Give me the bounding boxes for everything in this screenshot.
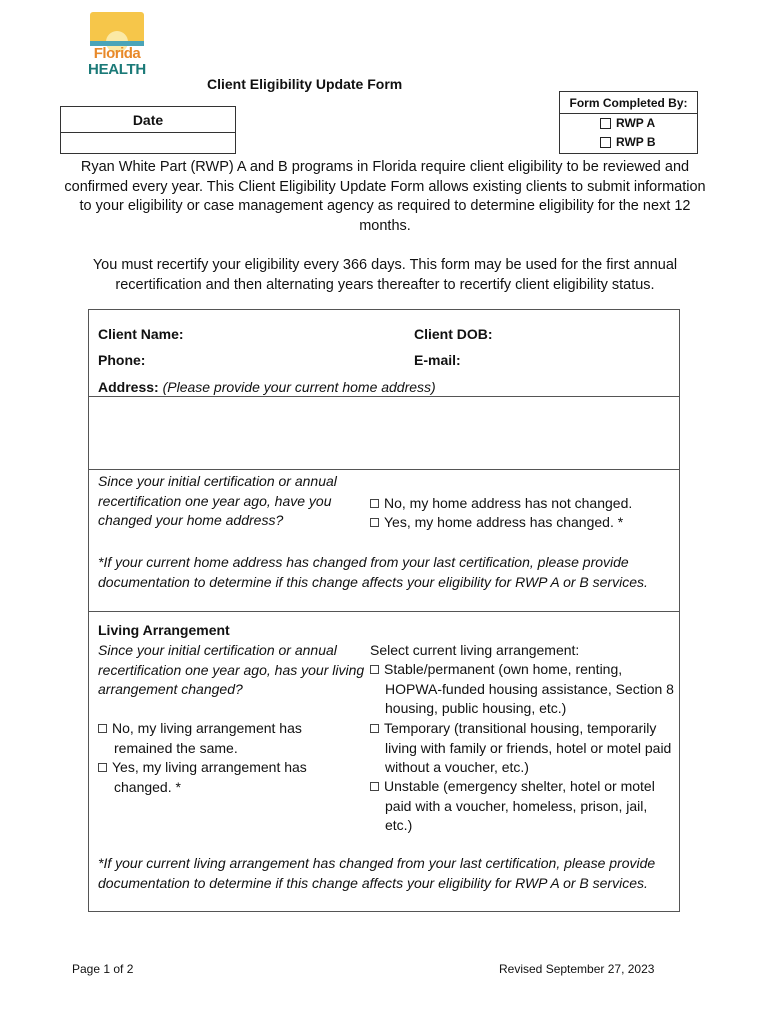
form-completed-by-label: Form Completed By: (560, 92, 697, 114)
living-yes-label: Yes, my living arrangement has changed. * (112, 759, 307, 795)
living-unstable-label: Unstable (emergency shelter, hotel or motel paid with a voucher, homeless, prison, jail, etc.) (384, 778, 655, 833)
client-name-label: Client Name: (98, 326, 184, 342)
logo-text-florida: Florida (93, 45, 141, 62)
address-no-option[interactable] (370, 494, 632, 514)
florida-health-logo (86, 12, 148, 80)
address-label: Address: (98, 379, 159, 395)
rwp-b-checkbox[interactable] (600, 137, 611, 148)
address-change-note: *If your current home address has changed from your last certification, please provide documentation to determine if this change affects your eligibility for RWP A or B services. (98, 554, 648, 590)
living-stable-option[interactable] (370, 660, 675, 719)
address-row (98, 378, 436, 398)
rwp-b-label: RWP B (616, 135, 656, 149)
divider (89, 469, 679, 470)
living-yes-option[interactable] (98, 758, 338, 797)
living-change-question: Since your initial certification or annual recertification one year ago, has your living arrangement changed? (98, 642, 365, 697)
rwp-b-option[interactable] (560, 133, 697, 152)
living-yes-checkbox[interactable] (98, 763, 107, 772)
address-change-question: Since your initial certification or annual recertification one year ago, have you changed your home address? (98, 473, 337, 528)
address-no-label: No, my home address has not changed. (384, 495, 633, 511)
address-hint: (Please provide your current home address) (162, 379, 436, 395)
page-number: Page 1 of 2 (72, 962, 134, 976)
email-label: E-mail: (414, 352, 461, 368)
client-info-table (88, 309, 680, 912)
form-completed-by-box (559, 91, 698, 154)
living-temporary-checkbox[interactable] (370, 724, 379, 733)
logo-text-health: HEALTH (88, 61, 146, 78)
living-unstable-option[interactable] (370, 777, 660, 836)
living-change-note: *If your current living arrangement has changed from your last certification, please provide documentation to determine if this change affects your eligibility for RWP A or B services. (98, 855, 656, 891)
living-no-checkbox[interactable] (98, 724, 107, 733)
revised-date: Revised September 27, 2023 (499, 962, 655, 976)
date-box (60, 106, 236, 154)
address-yes-label: Yes, my home address has changed. * (384, 514, 624, 530)
rwp-a-label: RWP A (616, 116, 656, 130)
client-dob-label: Client DOB: (414, 326, 493, 342)
rwp-a-option[interactable] (560, 114, 697, 133)
intro-paragraph-1: Ryan White Part (RWP) A and B programs in Florida require client eligibility to be reviewed and confirmed every year. This Client Eligibility Update Form allows existing clients to submit information to your eligibility or case management agency as required to determine eligibility for the next 12 months. (64, 159, 706, 234)
address-input-area[interactable] (89, 397, 679, 469)
address-no-checkbox[interactable] (370, 499, 379, 508)
living-unstable-checkbox[interactable] (370, 782, 379, 791)
living-stable-label: Stable/permanent (own home, renting, HOPWA-funded housing assistance, Section 8 housing, public housing, etc.) (384, 661, 674, 716)
date-input[interactable] (61, 133, 235, 153)
living-arrangement-heading: Living Arrangement (98, 622, 230, 638)
phone-label: Phone: (98, 352, 146, 368)
living-no-label: No, my living arrangement has remained the same. (112, 720, 302, 756)
living-no-option[interactable] (98, 719, 338, 758)
date-label: Date (61, 107, 235, 133)
living-temporary-label: Temporary (transitional housing, temporarily living with family or friends, hotel or motel paid without a voucher, etc.) (384, 720, 672, 775)
intro-paragraph-2: You must recertify your eligibility every 366 days. This form may be used for the first annual recertification and then alternating years thereafter to recertify client eligibility status. (92, 257, 678, 293)
form-title: Client Eligibility Update Form (207, 76, 403, 92)
address-yes-option[interactable] (370, 513, 623, 533)
divider (89, 611, 679, 612)
living-stable-checkbox[interactable] (370, 665, 379, 674)
living-temporary-option[interactable] (370, 719, 675, 778)
rwp-a-checkbox[interactable] (600, 118, 611, 129)
address-yes-checkbox[interactable] (370, 518, 379, 527)
living-select-label: Select current living arrangement: (370, 642, 580, 658)
